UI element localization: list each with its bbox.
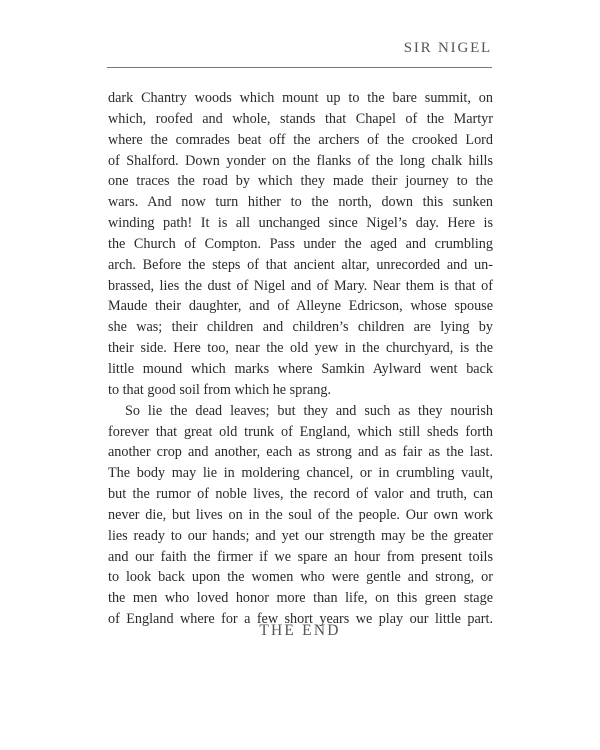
text-line: another crop and another, each as strong and as fair as the last. — [108, 444, 493, 461]
text-line: to look back upon the women who were gentle and strong, or — [108, 569, 493, 586]
end-mark: THE END — [259, 622, 341, 639]
running-head-title: SIR NIGEL — [403, 40, 492, 56]
text-line: The body may lie in moldering chancel, or in crumbling vault, — [108, 465, 493, 482]
text-line: the men who loved honor more than life, on this green stage — [108, 590, 493, 607]
text-line: forever that great old trunk of England, which still sheds forth — [108, 423, 493, 440]
body-text — [108, 88, 493, 630]
text-line: the Church of Compton. Pass under the aged and crumbling — [108, 235, 493, 252]
text-line: their side. Here too, near the old yew in the churchyard, is the — [108, 340, 493, 357]
paragraph-2 — [108, 401, 493, 630]
text-line: which, roofed and whole, stands that Chapel of the Martyr — [108, 110, 493, 127]
text-line: she was; their children and children’s children are lying by — [108, 319, 493, 336]
paragraph-1 — [108, 88, 493, 401]
text-line: winding path! It is all unchanged since Nigel’s day. Here is — [108, 215, 493, 232]
text-line: of Shalford. Down yonder on the flanks of the long chalk hills — [108, 152, 493, 169]
text-line: brassed, lies the dust of Nigel and of Mary. Near them is that of — [108, 277, 493, 294]
text-line: of England where for a few short years we play our little part. — [108, 611, 493, 628]
text-line: wars. And now turn hither to the north, down this sunken — [108, 194, 493, 211]
text-line: little mound which marks where Samkin Aylward went back — [108, 360, 493, 377]
text-line: arch. Before the steps of that ancient altar, unrecorded and un- — [108, 256, 493, 273]
text-line: Maude their daughter, and of Alleyne Edricson, whose spouse — [108, 298, 493, 315]
text-line: lies ready to our hands; and yet our strength may be the greater — [108, 527, 493, 544]
text-line: but the rumor of noble lives, the record of valor and truth, can — [108, 486, 493, 503]
text-line: dark Chantry woods which mount up to the bare summit, on — [108, 90, 493, 106]
text-line: one traces the road by which they made their journey to the — [108, 173, 493, 190]
text-line: So lie the dead leaves; but they and such as they nourish — [125, 402, 493, 419]
text-line: to that good soil from which he sprang. — [108, 381, 332, 398]
text-line: where the comrades beat off the archers of the crooked Lord — [108, 131, 493, 148]
text-line: never die, but lives on in the soul of the people. Our own work — [108, 506, 493, 523]
header-rule — [107, 67, 492, 68]
text-line: and our faith the firmer if we spare an hour from present toils — [108, 548, 493, 565]
